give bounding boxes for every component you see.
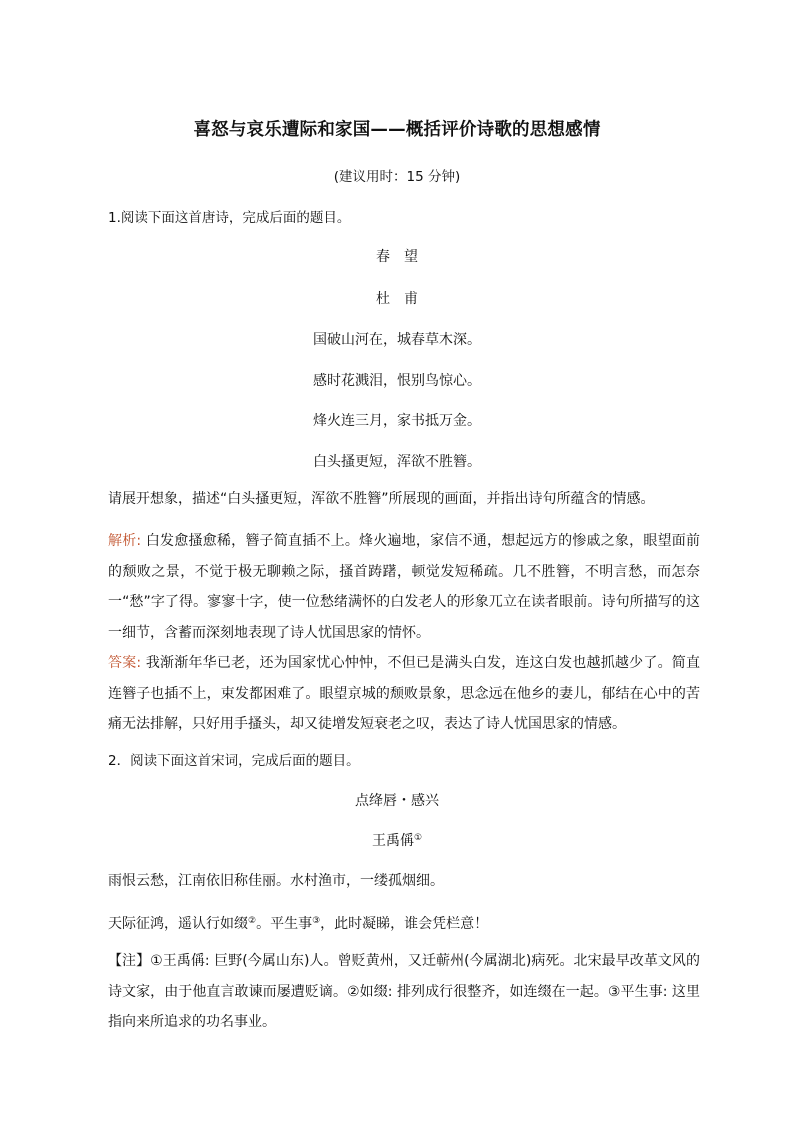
page-title: 喜怒与哀乐遭际和家国——概括评价诗歌的思想感情 <box>193 120 601 140</box>
poem-2-line-2-part-c: ，此时凝睇，谁会凭栏意！ <box>320 916 489 932</box>
poem-2-author <box>0 830 794 850</box>
analysis-paragraph <box>108 526 700 648</box>
poem-2-line-1: 雨恨云愁，江南依旧称佳丽。水村渔市，一缕孤烟细。 <box>108 873 444 889</box>
poem-2-line-2-part-a: 天际征鸿，遥认行如缀 <box>108 916 248 932</box>
poem-2-author-name: 王禹偁 <box>371 833 414 849</box>
poem-2-line-2 <box>108 906 700 940</box>
poem-1-author: 杜 甫 <box>376 291 418 307</box>
poem-2-title: 点绛唇・感兴 <box>355 793 439 809</box>
question-2-prompt: 2．阅读下面这首宋词，完成后面的题目。 <box>108 753 360 769</box>
poem-1-line-3: 烽火连三月，家书抵万金。 <box>313 413 481 429</box>
footnote-mark-2: ② <box>248 916 257 926</box>
analysis-label: 解析: <box>108 533 142 549</box>
poem-1-title: 春 望 <box>376 249 418 265</box>
answer-label: 答案: <box>108 655 142 671</box>
question-1-text: 请展开想象，描述“白头搔更短，浑欲不胜簪”所展现的画面，并指出诗句所蕴含的情感。 <box>108 491 655 507</box>
poem-1-line-4: 白头搔更短，浑欲不胜簪。 <box>313 454 481 470</box>
question-1-prompt: 1.阅读下面这首唐诗，完成后面的题目。 <box>108 210 351 226</box>
poem-1-line-2: 感时花溅泪，恨别鸟惊心。 <box>313 373 481 389</box>
suggested-time: (建议用时：15 分钟) <box>333 169 461 185</box>
footnote-paragraph: 【注】①王禹偁: 巨野(今属山东)人。曾贬黄州，又迁蕲州(今属湖北)病死。北宋最早改革文风的诗文家，由于他直言敢谏而屡遭贬谪。②如缀: 排列成行很整齐，如连缀在一起。③平生事: 这里指向来所追求的功名事业。 <box>108 953 700 1030</box>
poem-2-line-2-part-b: 。平生事 <box>256 916 313 932</box>
answer-text: 我渐渐年华已老，还为国家忧心忡忡，不但已是满头白发，连这白发也越抓越少了。简直连簪子也插不上，束发都困难了。眼望京城的颓败景象，思念远在他乡的妻儿，郁结在心中的苦痛无法排解，只好用手搔头，却又徒增发短衰老之叹，表达了诗人忧国思家的情感。 <box>108 655 701 732</box>
footnote-mark-1: ① <box>413 833 423 843</box>
analysis-text: 白发愈搔愈稀，簪子简直插不上。烽火遍地，家信不通，想起远方的惨戚之象，眼望面前的颓败之景，不觉于极无聊赖之际，搔首踌躇，顿觉发短稀疏。几不胜簪，不明言愁，而怎奈一“愁”字了得。寥寥十字，使一位愁绪满怀的白发老人的形象兀立在读者眼前。诗句所描写的这一细节，含蓄而深刻地表现了诗人忧国思家的情怀。 <box>108 533 701 641</box>
footnote-mark-3: ③ <box>312 916 321 926</box>
poem-1-line-1: 国破山河在，城春草木深。 <box>313 332 481 348</box>
answer-paragraph <box>108 648 700 740</box>
